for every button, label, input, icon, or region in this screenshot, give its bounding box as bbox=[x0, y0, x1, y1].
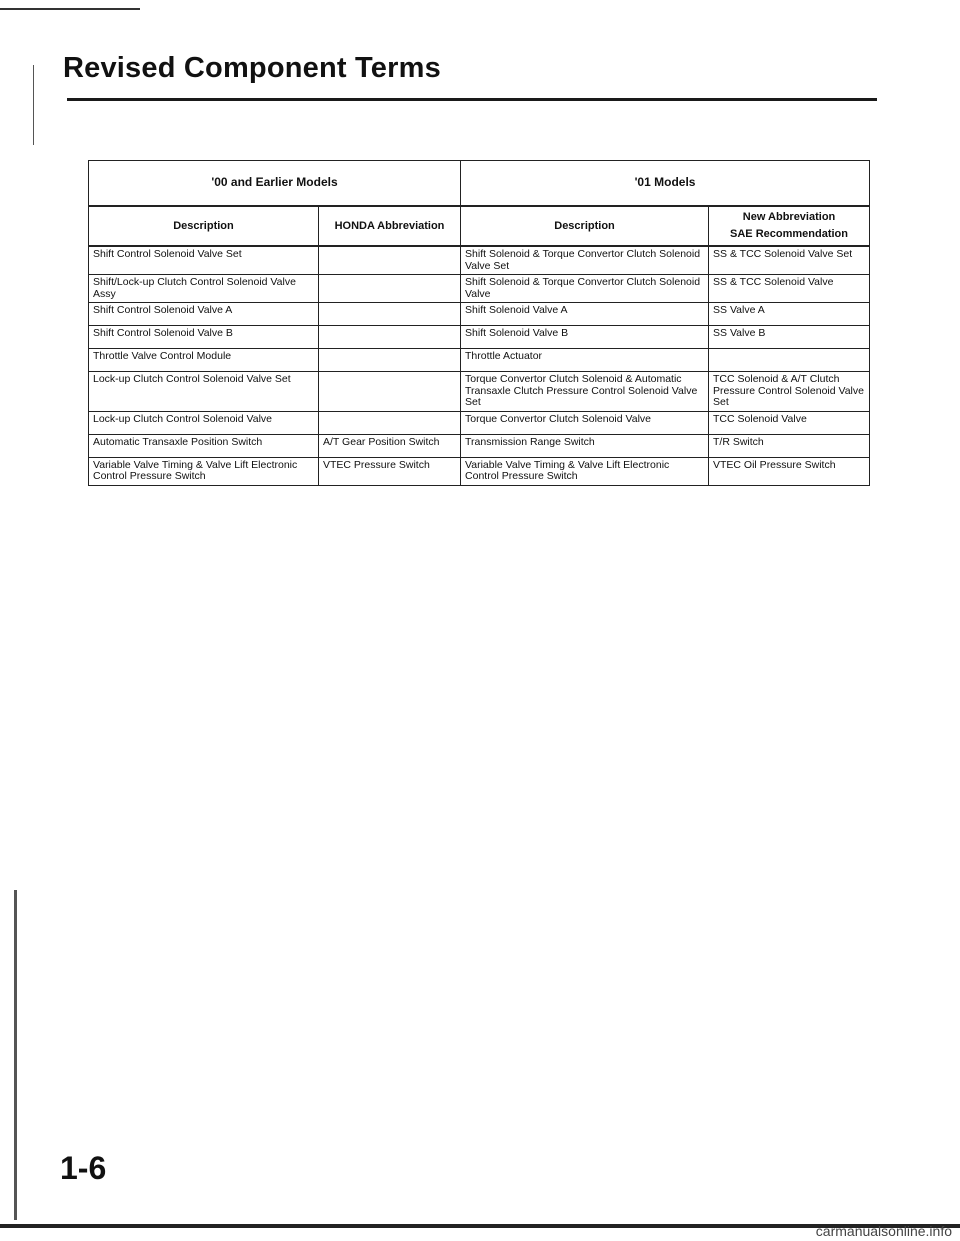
cell-old-description: Throttle Valve Control Module bbox=[89, 349, 319, 372]
cell-new-abbreviation bbox=[709, 349, 870, 372]
binding-edge-shadow bbox=[14, 890, 17, 1220]
cell-new-description: Torque Convertor Clutch Solenoid Valve bbox=[461, 411, 709, 434]
cell-new-abbreviation: T/R Switch bbox=[709, 434, 870, 457]
cell-old-description: Shift/Lock-up Clutch Control Solenoid Valve Assy bbox=[89, 275, 319, 303]
group-header-row bbox=[89, 161, 870, 207]
column-header-row bbox=[89, 206, 870, 246]
table-row bbox=[89, 303, 870, 326]
cell-new-description: Shift Solenoid Valve A bbox=[461, 303, 709, 326]
cell-new-description: Variable Valve Timing & Valve Lift Electronic Control Pressure Switch bbox=[461, 457, 709, 485]
cell-honda-abbreviation bbox=[319, 411, 461, 434]
margin-mark bbox=[33, 65, 34, 145]
table-row bbox=[89, 349, 870, 372]
cell-honda-abbreviation bbox=[319, 275, 461, 303]
table-row bbox=[89, 326, 870, 349]
title-rule bbox=[67, 98, 877, 101]
page-number: 1-6 bbox=[60, 1150, 107, 1186]
component-terms-table bbox=[88, 160, 870, 486]
col-header-honda-abbreviation: HONDA Abbreviation bbox=[319, 206, 461, 246]
cell-old-description: Automatic Transaxle Position Switch bbox=[89, 434, 319, 457]
cell-new-abbreviation: TCC Solenoid & A/T Clutch Pressure Control Solenoid Valve Set bbox=[709, 372, 870, 412]
top-edge-line bbox=[0, 8, 140, 10]
cell-new-abbreviation: TCC Solenoid Valve bbox=[709, 411, 870, 434]
cell-honda-abbreviation bbox=[319, 303, 461, 326]
col-header-sae-recommendation: SAE Recommendation bbox=[730, 228, 848, 241]
cell-honda-abbreviation bbox=[319, 246, 461, 275]
cell-new-description: Throttle Actuator bbox=[461, 349, 709, 372]
cell-old-description: Shift Control Solenoid Valve B bbox=[89, 326, 319, 349]
cell-new-description: Torque Convertor Clutch Solenoid & Automatic Transaxle Clutch Pressure Control Solenoid Valve Set bbox=[461, 372, 709, 412]
table-row bbox=[89, 434, 870, 457]
group-header-old-models: '00 and Earlier Models bbox=[89, 161, 461, 207]
cell-new-abbreviation: SS Valve A bbox=[709, 303, 870, 326]
table-row bbox=[89, 246, 870, 275]
table-row bbox=[89, 411, 870, 434]
cell-old-description: Lock-up Clutch Control Solenoid Valve bbox=[89, 411, 319, 434]
col-header-new-abbreviation bbox=[709, 206, 870, 246]
cell-honda-abbreviation bbox=[319, 349, 461, 372]
table-row bbox=[89, 372, 870, 412]
cell-new-description: Shift Solenoid Valve B bbox=[461, 326, 709, 349]
group-header-new-models: '01 Models bbox=[461, 161, 870, 207]
cell-new-abbreviation: SS & TCC Solenoid Valve Set bbox=[709, 246, 870, 275]
cell-new-description: Shift Solenoid & Torque Convertor Clutch Solenoid Valve bbox=[461, 275, 709, 303]
cell-honda-abbreviation: A/T Gear Position Switch bbox=[319, 434, 461, 457]
table-row bbox=[89, 457, 870, 485]
table-row bbox=[89, 275, 870, 303]
cell-new-abbreviation: SS Valve B bbox=[709, 326, 870, 349]
cell-old-description: Lock-up Clutch Control Solenoid Valve Set bbox=[89, 372, 319, 412]
page-title: Revised Component Terms bbox=[63, 52, 441, 84]
cell-new-description: Transmission Range Switch bbox=[461, 434, 709, 457]
col-header-new-abbreviation-line1: New Abbreviation bbox=[742, 211, 836, 223]
col-header-old-description: Description bbox=[89, 206, 319, 246]
cell-new-abbreviation: SS & TCC Solenoid Valve bbox=[709, 275, 870, 303]
cell-old-description: Shift Control Solenoid Valve A bbox=[89, 303, 319, 326]
watermark: carmanualsonline.info bbox=[815, 1223, 952, 1239]
cell-old-description: Variable Valve Timing & Valve Lift Electronic Control Pressure Switch bbox=[89, 457, 319, 485]
cell-honda-abbreviation: VTEC Pressure Switch bbox=[319, 457, 461, 485]
cell-new-description: Shift Solenoid & Torque Convertor Clutch Solenoid Valve Set bbox=[461, 246, 709, 275]
cell-old-description: Shift Control Solenoid Valve Set bbox=[89, 246, 319, 275]
cell-honda-abbreviation bbox=[319, 326, 461, 349]
cell-honda-abbreviation bbox=[319, 372, 461, 412]
cell-new-abbreviation: VTEC Oil Pressure Switch bbox=[709, 457, 870, 485]
col-header-new-description: Description bbox=[461, 206, 709, 246]
